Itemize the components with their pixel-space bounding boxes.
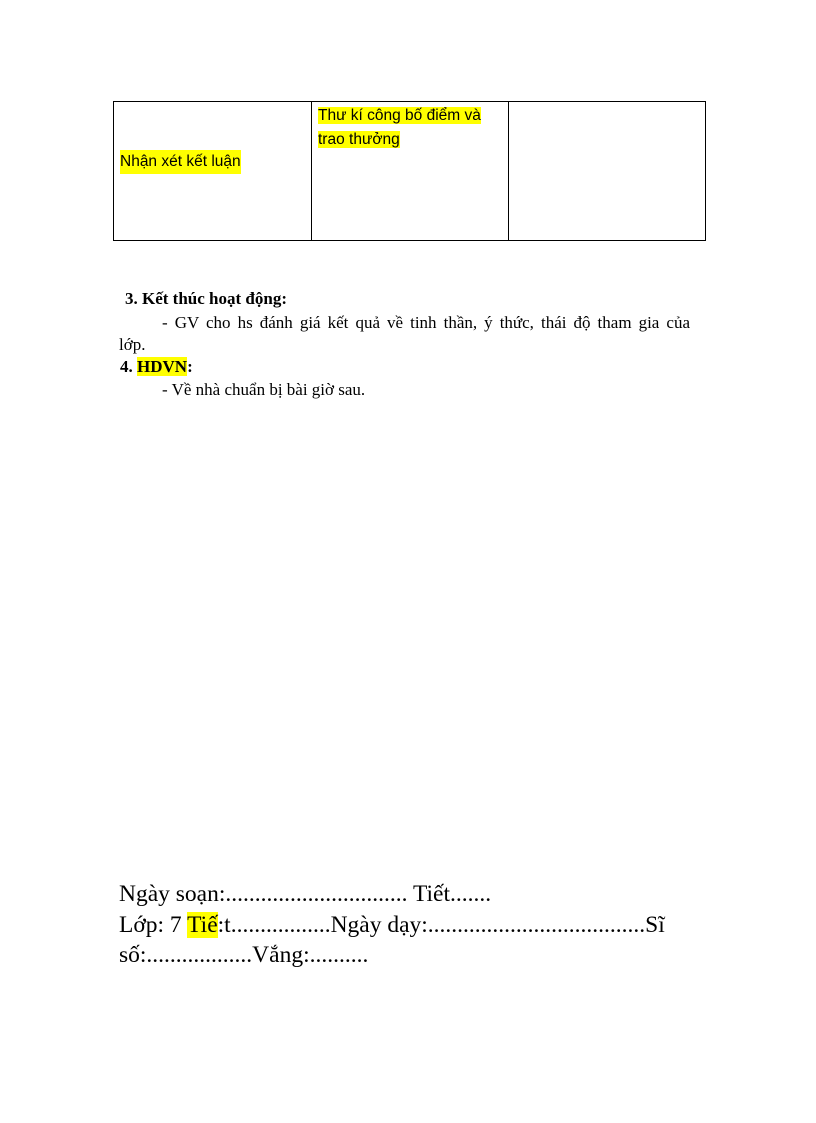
secretary-text: Thư kí công bố điểm và trao thưởng xyxy=(318,107,481,148)
footer-line2 xyxy=(119,910,665,940)
table-cell-empty xyxy=(509,102,706,241)
section4-colon: : xyxy=(187,357,193,376)
section3-line2: lớp. xyxy=(119,335,146,354)
footer-line3: số:..................Vắng:.......... xyxy=(119,942,369,968)
table-cell-conclusion xyxy=(114,102,312,241)
footer-line1: Ngày soạn:............................... Tiết....... xyxy=(119,881,492,907)
table-row xyxy=(114,102,706,241)
conclusion-text: Nhận xét kết luận xyxy=(120,150,241,174)
footer-line2-highlight: Tiế xyxy=(187,912,218,938)
section4-number: 4. xyxy=(120,357,133,376)
section3-line1: - GV cho hs đánh giá kết quả về tinh thần, ý thức, thái độ tham gia của xyxy=(162,313,690,332)
section4-title: HDVN xyxy=(137,357,188,376)
table-cell-secretary xyxy=(312,102,509,241)
section4-item1: - Về nhà chuẩn bị bài giờ sau. xyxy=(162,380,366,399)
section3-heading: 3. Kết thúc hoạt động: xyxy=(125,289,287,308)
footer-line2-b: :t.................Ngày dạy:.....................................Sĩ xyxy=(217,912,665,938)
footer-line2-a: Lớp: 7 xyxy=(119,912,188,938)
activity-table xyxy=(113,101,706,241)
section4-heading xyxy=(120,356,193,378)
